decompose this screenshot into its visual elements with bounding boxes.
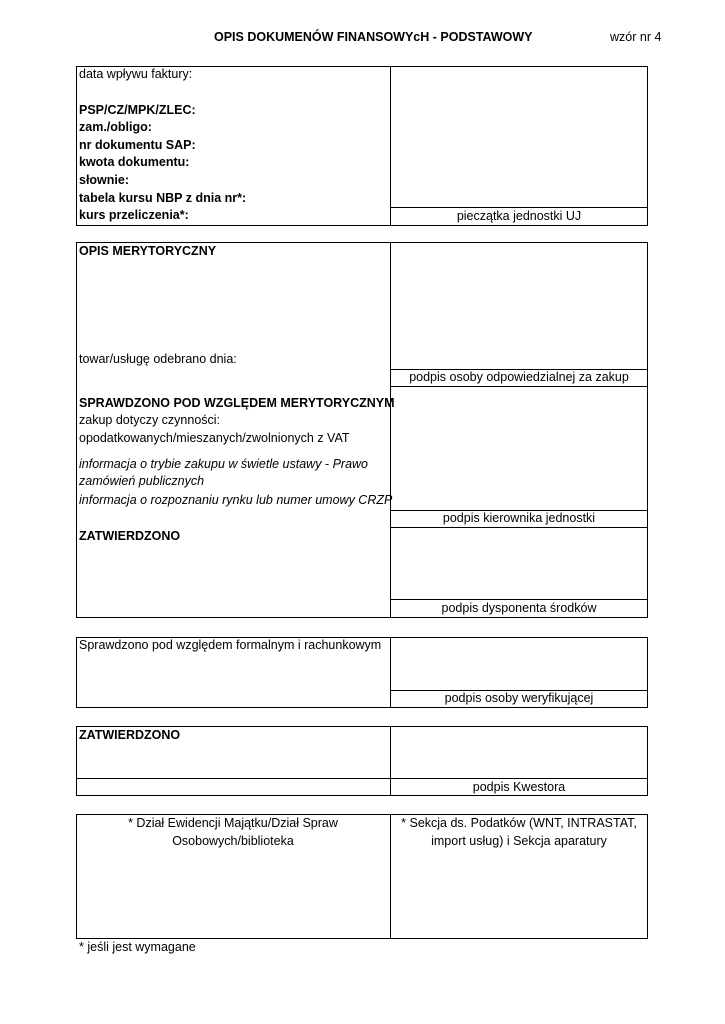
checked-substantive-heading: SPRAWDZONO POD WZGLĘDEM MERYTORYCZNYM [79,396,395,410]
sig2-bottom-line [390,527,648,528]
amount-in-words-label: słownie: [79,173,130,187]
procurement-info-line2: zamówień publicznych [79,474,205,488]
template-number: wzór nr 4 [610,30,662,44]
vat-activity-line1: zakup dotyczy czynności: [79,413,221,427]
asset-dept-line2: Osobowych/biblioteka [172,834,294,848]
exchange-rate-label: kurs przeliczenia*: [79,208,189,222]
section1-divider [390,66,391,226]
tax-section-line2: import usług) i Sekcja aparatury [431,834,607,848]
procurement-info-line1: informacja o trybie zakupu w świetle ustawy - Prawo [79,457,369,471]
quaestor-approved-heading: ZATWIERDZONO [79,728,181,742]
approved-heading: ZATWIERDZONO [79,529,181,543]
formal-check-text: Sprawdzono pod względem formalnym i rachunkowym [79,638,382,652]
stamp-caption: pieczątka jednostki UJ [456,209,582,223]
received-date-label: towar/usługę odebrano dnia: [79,352,237,366]
market-research-line: informacja o rozpoznaniu rynku lub numer umowy CRZP [79,493,393,507]
psp-label: PSP/CZ/MPK/ZLEC: [79,103,196,117]
quaestor-signature-caption: podpis Kwestora [472,780,566,794]
page-title: OPIS DOKUMENÓW FINANSOWYcH - PODSTAWOWY [214,30,533,44]
unit-head-signature-caption: podpis kierownika jednostki [442,511,596,525]
asset-dept-line1: * Dział Ewidencji Majątku/Dział Spraw [128,816,338,830]
sap-number-label: nr dokumentu SAP: [79,138,196,152]
section2-divider [390,242,391,618]
vat-activity-line2: opodatkowanych/mieszanych/zwolnionych z VAT [79,431,350,445]
nbp-rate-table-label: tabela kursu NBP z dnia nr*: [79,191,247,205]
footnote: * jeśli jest wymagane [79,940,196,954]
funds-manager-signature-caption: podpis dysponenta środków [441,601,597,615]
purchaser-signature-caption: podpis osoby odpowiedzialnej za zakup [409,370,629,384]
sig1-bottom-line [390,386,648,387]
order-label: zam./obligo: [79,120,152,134]
substantive-heading: OPIS MERYTORYCZNY [79,244,217,258]
verifier-signature-caption: podpis osoby weryfikującej [444,691,594,705]
invoice-date-label: data wpływu faktury: [79,67,193,81]
document-amount-label: kwota dokumentu: [79,155,190,169]
tax-section-line1: * Sekcja ds. Podatków (WNT, INTRASTAT, [401,816,637,830]
